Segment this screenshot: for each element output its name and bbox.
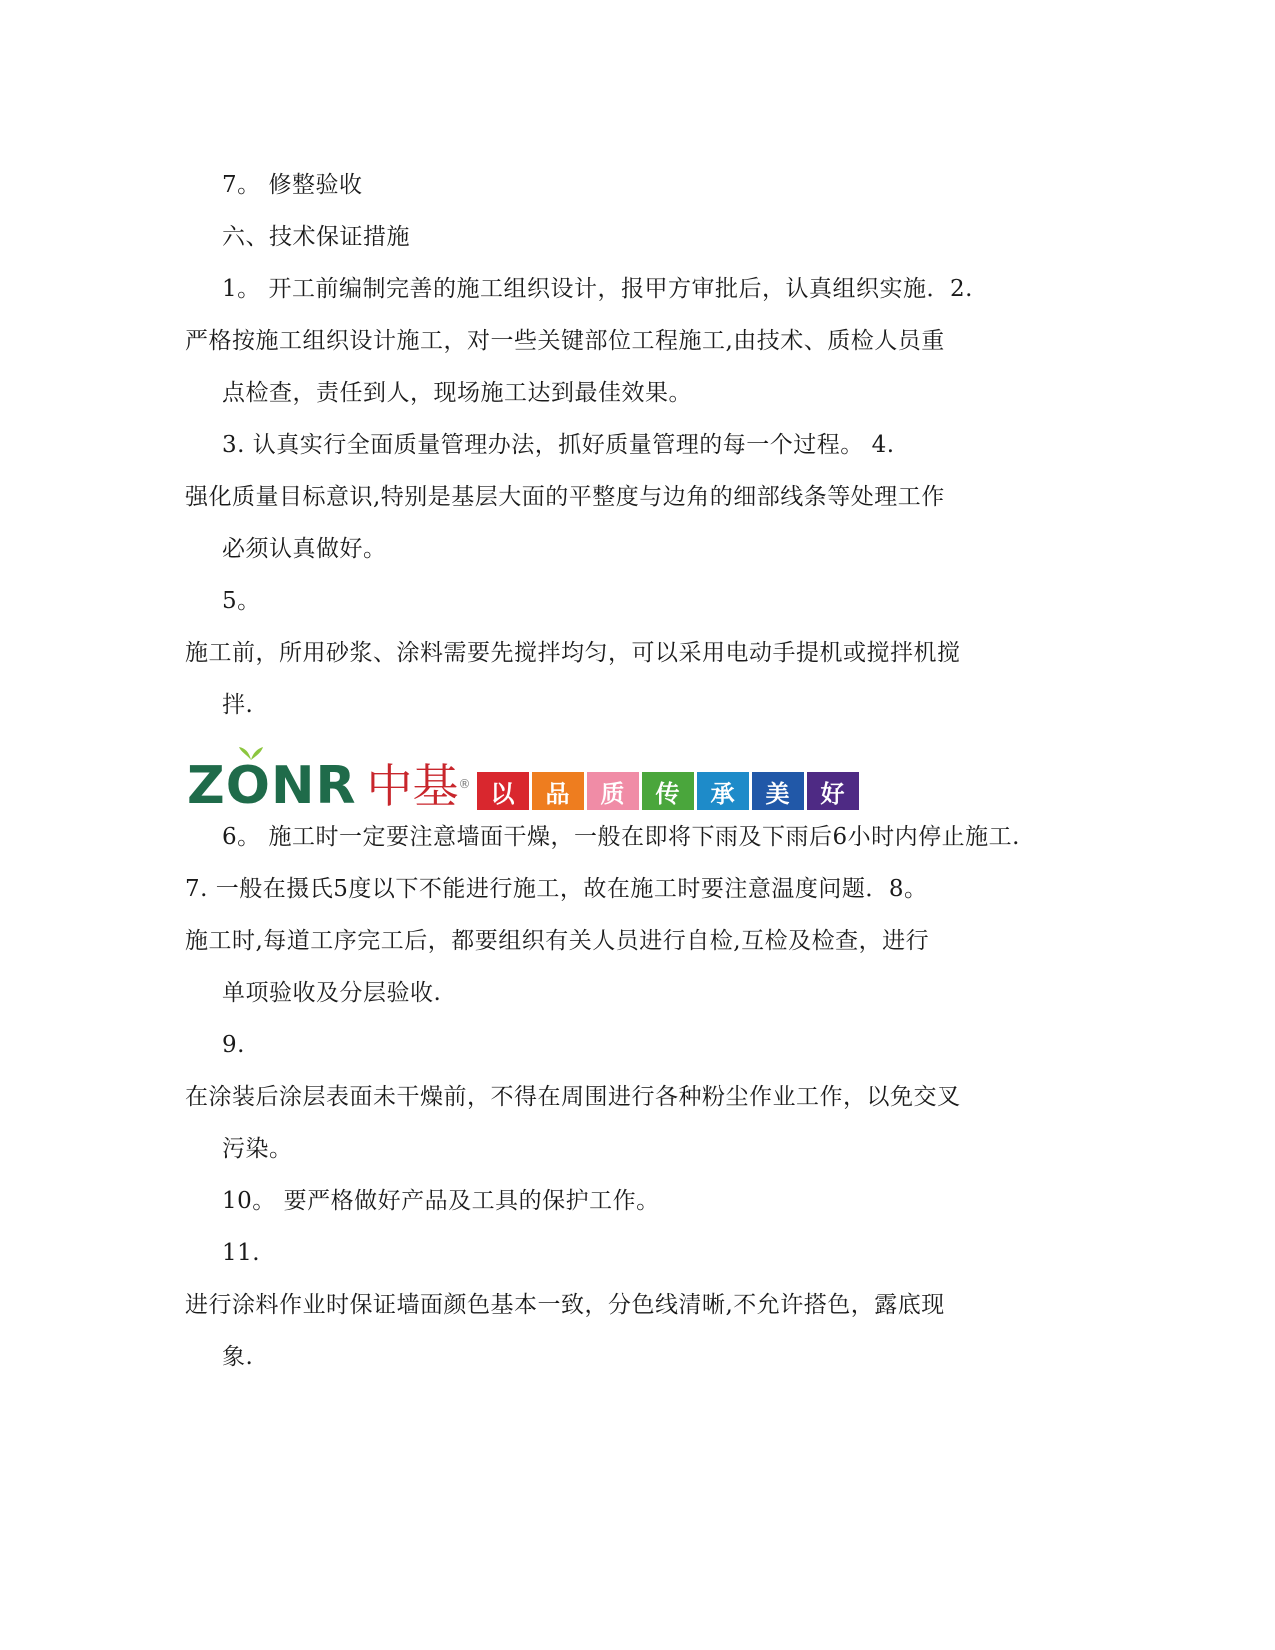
text-line-8: 必须认真做好。 <box>222 536 387 562</box>
text-line-9: 5。 <box>222 588 261 614</box>
slogan-cell: 好 <box>807 772 859 810</box>
slogan-cell: 以 <box>477 772 529 810</box>
text-line-7: 强化质量目标意识,特别是基层大面的平整度与边角的细部线条等处理工作 <box>185 484 945 510</box>
leaf-icon <box>238 746 264 760</box>
registered-mark: ® <box>458 777 471 791</box>
text-line-3: 1。 开工前编制完善的施工组织设计，报甲方审批后，认真组织实施．2. <box>222 276 973 302</box>
logo-letters-nr: NR <box>270 756 357 816</box>
text-line-4: 严格按施工组织设计施工，对一些关键部位工程施工,由技术、质检人员重 <box>185 328 945 354</box>
text-line-13: 7. 一般在摄氏5度以下不能进行施工，故在施工时要注意温度问题．8。 <box>185 876 928 902</box>
text-line-20: 11. <box>222 1240 261 1266</box>
text-line-21: 进行涂料作业时保证墙面颜色基本一致，分色线清晰,不允许搭色，露底现 <box>185 1292 945 1318</box>
text-line-10: 施工前，所用砂浆、涂料需要先搅拌均匀，可以采用电动手提机或搅拌机搅 <box>185 640 961 666</box>
text-line-1: 7。 修整验收 <box>222 172 363 198</box>
logo-chinese-name <box>366 759 471 813</box>
slogan-bar <box>477 772 862 810</box>
text-line-19: 10。 要严格做好产品及工具的保护工作。 <box>222 1188 660 1214</box>
section-heading: 六、技术保证措施 <box>222 224 410 250</box>
slogan-cell: 品 <box>532 772 584 810</box>
text-line-11: 拌. <box>222 692 254 718</box>
logo-chinese-text: 中基 <box>366 759 459 813</box>
logo-letter-o: O <box>226 760 271 812</box>
zonr-logo-banner <box>187 756 862 816</box>
logo-wordmark <box>187 756 357 816</box>
text-line-18: 污染。 <box>222 1136 293 1162</box>
text-line-16: 9. <box>222 1032 245 1058</box>
slogan-cell: 美 <box>752 772 804 810</box>
text-line-22: 象. <box>222 1344 254 1370</box>
text-line-14: 施工时,每道工序完工后，都要组织有关人员进行自检,互检及检查，进行 <box>185 928 930 954</box>
slogan-cell: 传 <box>642 772 694 810</box>
text-line-15: 单项验收及分层验收. <box>222 980 442 1006</box>
text-line-12: 6。 施工时一定要注意墙面干燥，一般在即将下雨及下雨后6小时内停止施工. <box>222 824 1020 850</box>
text-line-17: 在涂装后涂层表面未干燥前，不得在周围进行各种粉尘作业工作，以免交叉 <box>185 1084 961 1110</box>
slogan-cell: 承 <box>697 772 749 810</box>
slogan-cell: 质 <box>587 772 639 810</box>
logo-letter-z: Z <box>187 756 226 816</box>
text-line-5: 点检查，责任到人，现场施工达到最佳效果。 <box>222 380 692 406</box>
text-line-6: 3. 认真实行全面质量管理办法，抓好质量管理的每一个过程。 4. <box>222 432 895 458</box>
